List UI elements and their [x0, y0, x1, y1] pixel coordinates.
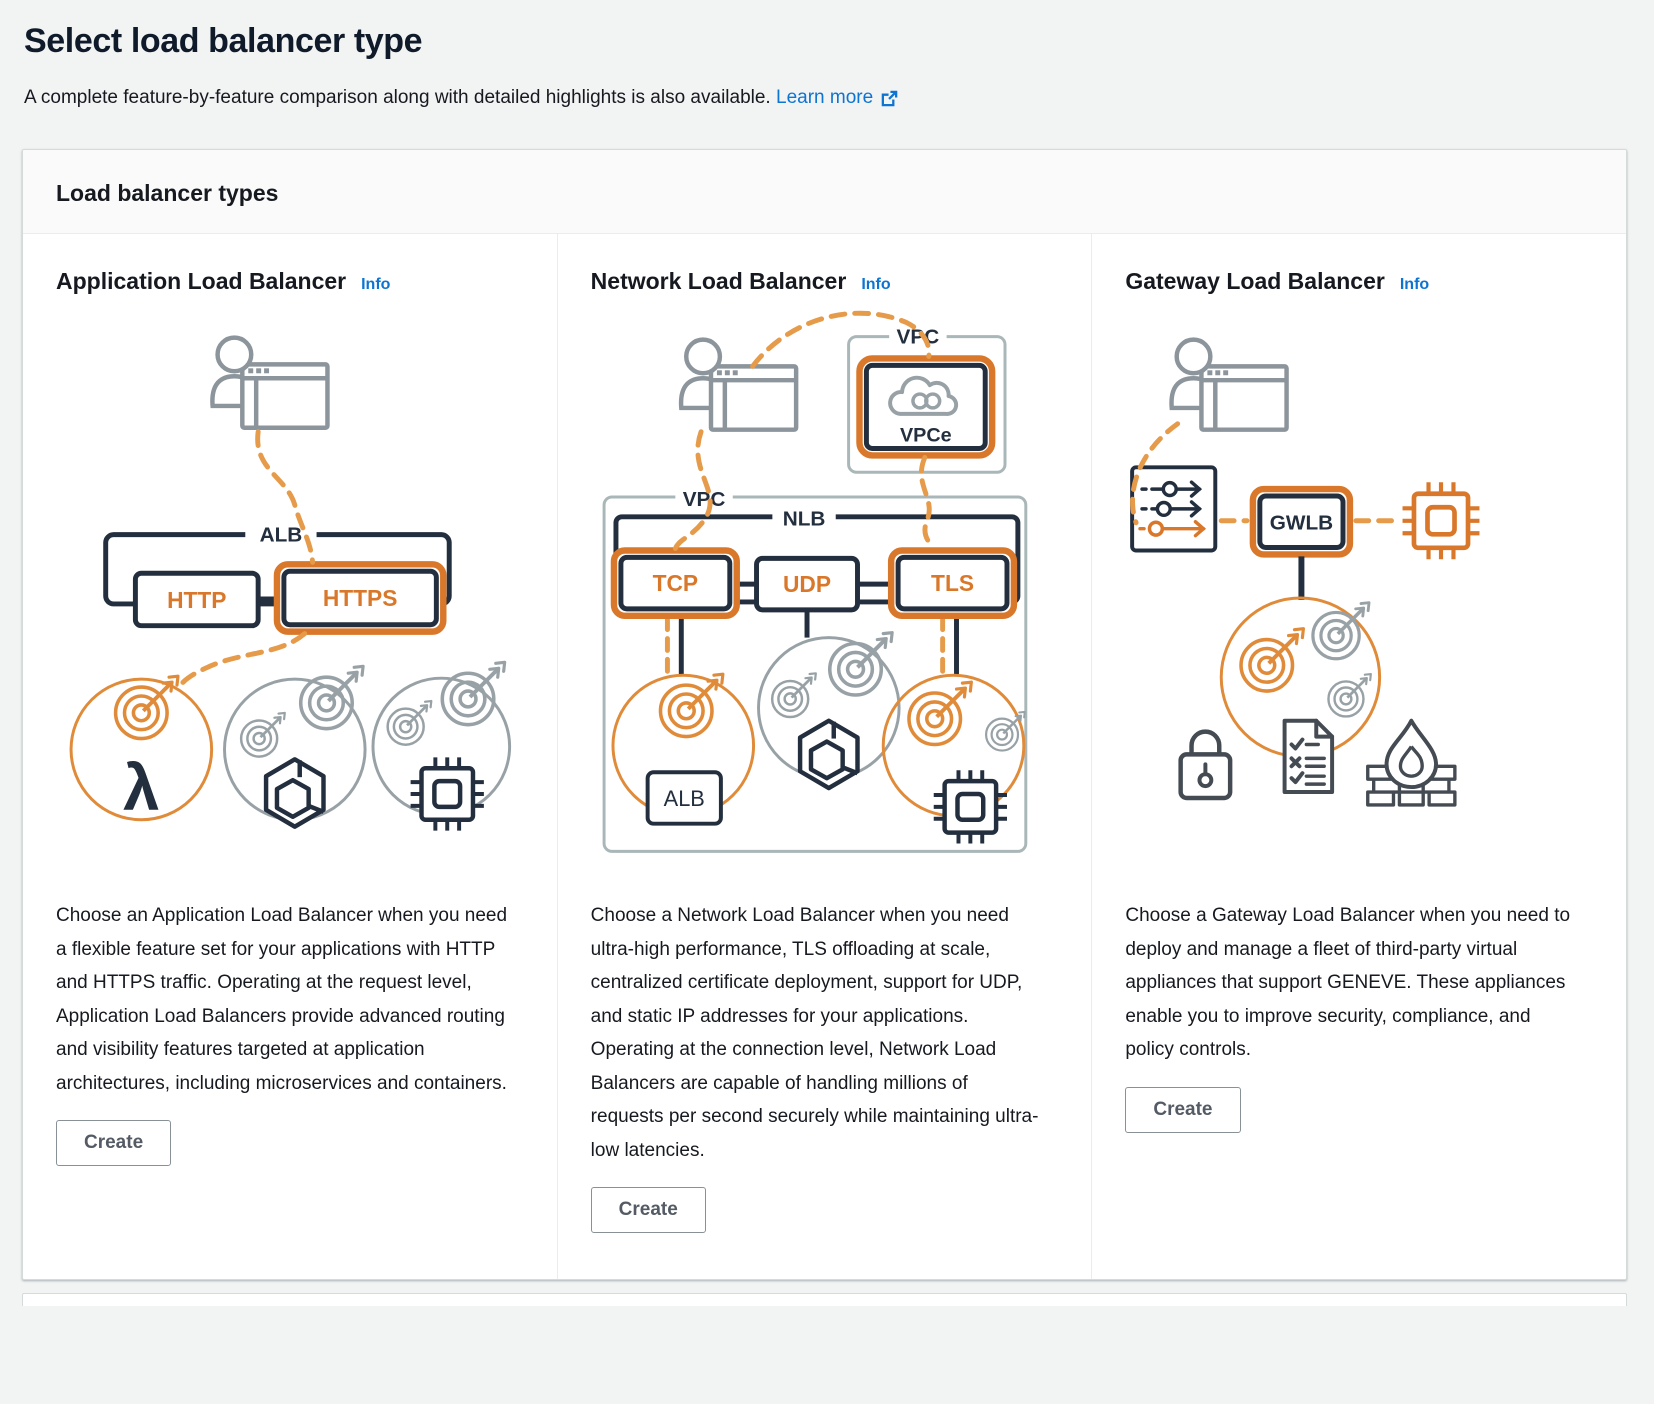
gwlb-diagram: [1125, 301, 1593, 893]
target-icon: [909, 682, 971, 744]
target-icon: [116, 676, 178, 738]
gwlb-card-title: Gateway Load Balancer: [1125, 268, 1385, 294]
user-browser-icon: [681, 340, 796, 430]
http-listener-label: HTTP: [167, 586, 227, 613]
nlb-info-link[interactable]: Info: [861, 276, 891, 293]
target-icon: [1241, 629, 1303, 691]
cpu-icon: [411, 757, 484, 830]
panel-header: [23, 150, 1626, 234]
nlb-diagram: [591, 301, 1059, 893]
vpc-top-label: VPC: [896, 325, 939, 349]
card-network-load-balancer: [557, 234, 1092, 1279]
alb-create-button[interactable]: Create: [56, 1120, 171, 1166]
user-browser-icon: [212, 338, 327, 428]
gwlb-info-link[interactable]: Info: [1399, 276, 1430, 293]
page-header: [0, 0, 1654, 109]
container-icon: [800, 721, 857, 788]
learn-more-link[interactable]: [776, 87, 899, 109]
alb-info-link[interactable]: Info: [361, 276, 391, 293]
firewall-icon: [1368, 721, 1455, 805]
next-panel-top-edge: [22, 1293, 1627, 1306]
external-link-icon: [880, 89, 899, 108]
alb-box-label: ALB: [259, 523, 303, 547]
https-listener-label: HTTPS: [322, 584, 398, 611]
vpce-label: VPCe: [899, 424, 952, 447]
appliance-chip-icon: [1403, 482, 1480, 559]
alb-diagram: [56, 301, 524, 893]
learn-more-label: Learn more: [776, 87, 874, 108]
lambda-icon: λ: [123, 750, 160, 824]
udp-listener-label: UDP: [782, 571, 831, 598]
target-icon: [388, 662, 505, 744]
target-icon: [1313, 603, 1371, 717]
lock-icon: [1181, 732, 1230, 798]
alb-description: Choose an Application Load Balancer when you need a flexible feature set for your applications with HTTP and HTTPS traffic. Operating at the request level, Application Load Balancers provide advanced routing and visibility features targeted at application architectures, including microservices and containers.: [56, 905, 508, 1094]
traffic-dashed-line: [177, 432, 313, 690]
container-icon: [266, 759, 323, 826]
card-gateway-load-balancer: [1091, 234, 1626, 1279]
checklist-icon: [1285, 721, 1333, 792]
gwlb-description: Choose a Gateway Load Balancer when you need to deploy and manage a fleet of third-party virtual appliances that support GENEVE. These appliances enable you to improve security, compliance, and policy controls.: [1125, 905, 1571, 1060]
target-icon: [772, 633, 892, 717]
nlb-card-title: Network Load Balancer: [590, 268, 847, 294]
panel-title: Load balancer types: [56, 180, 279, 206]
route-table-icon: [1132, 467, 1215, 550]
card-application-load-balancer: [23, 234, 557, 1279]
target-icon: [660, 674, 722, 736]
tcp-listener-label: TCP: [652, 570, 698, 597]
tls-listener-label: TLS: [930, 570, 974, 597]
load-balancer-types-panel: [22, 149, 1627, 1280]
gwlb-create-button[interactable]: Create: [1125, 1087, 1240, 1133]
nlb-description: Choose a Network Load Balancer when you need ultra-high performance, TLS offloading at scale, centralized certificate deployment, support for UDP, and static IP addresses for your applications. Operating at the connection level, Network Load Balancers are capable of handling millions of requests per second securely while maintaining ultra-low latencies.: [590, 905, 1039, 1161]
alb-target-label: ALB: [663, 785, 705, 811]
alb-card-title: Application Load Balancer: [56, 268, 347, 294]
gwlb-box-label: GWLB: [1270, 511, 1334, 535]
page-title: Select load balancer type: [24, 22, 423, 60]
cpu-icon: [933, 770, 1006, 843]
subtitle-text: A complete feature-by-feature comparison along with detailed highlights is also available.: [24, 87, 771, 108]
page-subtitle: [24, 87, 1627, 109]
target-icon: [986, 712, 1025, 751]
card-row: [23, 234, 1626, 1279]
vpc-label: VPC: [682, 487, 726, 511]
user-browser-icon: [1172, 340, 1287, 430]
nlb-box-label: NLB: [782, 507, 826, 531]
nlb-create-button[interactable]: Create: [591, 1187, 706, 1233]
